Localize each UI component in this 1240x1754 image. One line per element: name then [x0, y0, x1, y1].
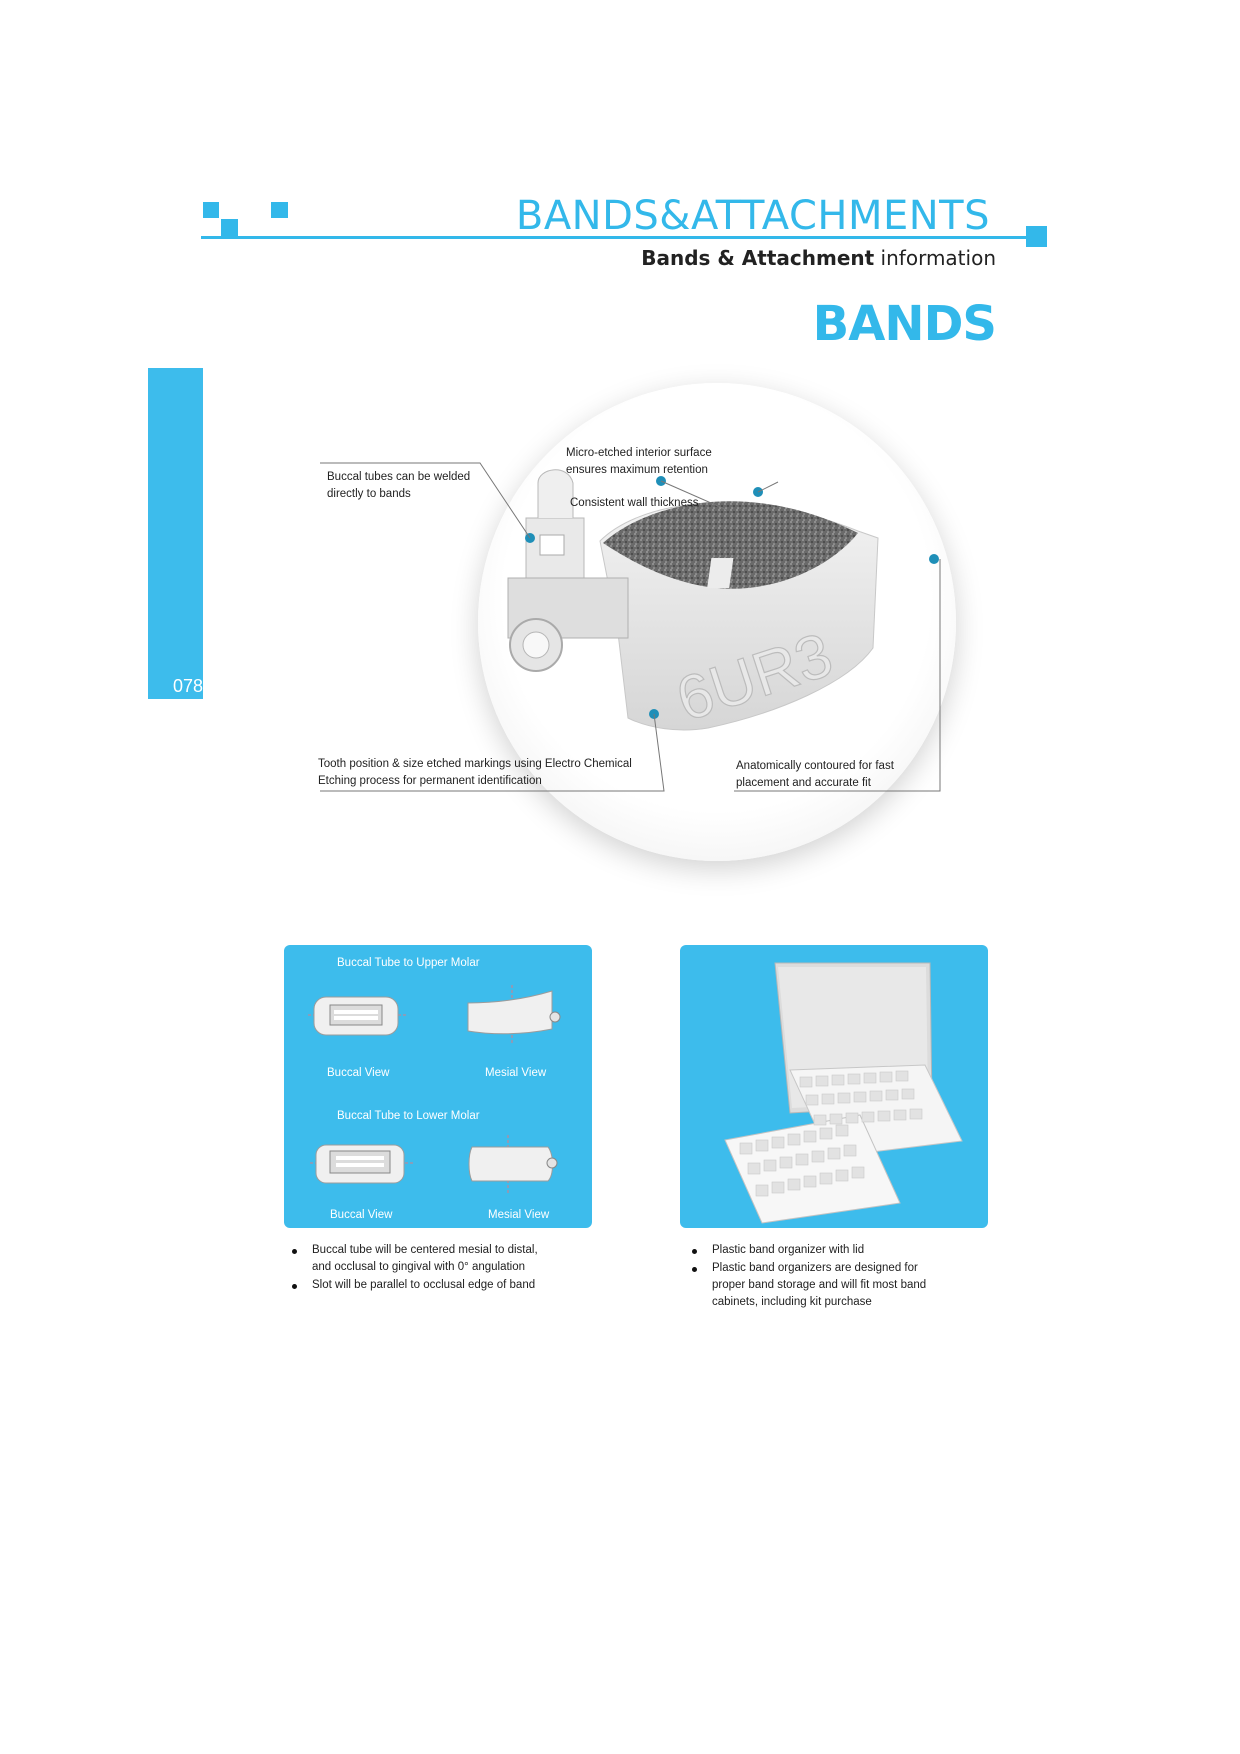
- lower-buccal-view-label: Buccal View: [330, 1209, 393, 1221]
- callout-micro-etched: [566, 445, 712, 479]
- callout-tooth-position-line2: Etching process for permanent identification: [318, 775, 542, 787]
- organizer-bullet-2-line3: cabinets, including kit purchase: [712, 1296, 872, 1308]
- bullet-1-line1: Buccal tube will be centered mesial to distal,: [312, 1244, 538, 1256]
- callout-tooth-position-line1: Tooth position & size etched markings using Electro Chemical: [318, 758, 632, 770]
- buccal-tube-bullets: [286, 1242, 606, 1295]
- lower-molar-title: Buccal Tube to Lower Molar: [337, 1110, 480, 1122]
- organizer-bullet-1: Plastic band organizer with lid: [686, 1242, 1006, 1259]
- section-title: BANDS: [812, 296, 996, 352]
- upper-mesial-view-label: Mesial View: [485, 1067, 547, 1079]
- subtitle-bold: Bands & Attachment: [641, 246, 875, 270]
- buccal-tube-card: [284, 945, 592, 1228]
- callout-micro-etched-line2: ensures maximum retention: [566, 464, 708, 476]
- organizer-bullet-2: [686, 1260, 1006, 1311]
- band-etched-marking: 6UR3: [668, 620, 841, 735]
- upper-mesial-view-image: [462, 985, 562, 1045]
- callout-anatomically: [736, 758, 894, 792]
- subtitle-rest: information: [874, 246, 996, 270]
- lower-buccal-view-image: [310, 1135, 414, 1195]
- page-number: 078: [172, 676, 203, 696]
- lower-mesial-view-image: [464, 1135, 564, 1195]
- organizer-card: [680, 945, 988, 1228]
- callout-buccal-tubes: [327, 469, 470, 503]
- organizer-bullet-2-line1: Plastic band organizers are designed for: [712, 1262, 918, 1274]
- buccal-tube-bullet-1: [286, 1242, 606, 1276]
- callout-micro-etched-line1: Micro-etched interior surface: [566, 447, 712, 459]
- band-organizer-image: [680, 945, 988, 1228]
- upper-buccal-view-image: [308, 985, 408, 1045]
- callout-buccal-tubes-line2: directly to bands: [327, 488, 411, 500]
- lower-mesial-view-label: Mesial View: [488, 1209, 550, 1221]
- page-title: BANDS&ATTACHMENTS: [515, 193, 990, 239]
- callout-buccal-tubes-line1: Buccal tubes can be welded: [327, 471, 471, 483]
- bullet-1-line2: and occlusal to gingival with 0° angulation: [312, 1261, 526, 1273]
- callout-anatomically-line2: placement and accurate fit: [736, 777, 871, 789]
- organizer-bullet-2-line2: proper band storage and will fit most band: [712, 1279, 927, 1291]
- upper-molar-title: Buccal Tube to Upper Molar: [337, 957, 480, 969]
- buccal-tube-bullet-2: Slot will be parallel to occlusal edge of band: [286, 1277, 606, 1294]
- callout-wall-thickness: Consistent wall thickness: [570, 497, 699, 509]
- callout-anatomically-line1: Anatomically contoured for fast: [736, 760, 894, 772]
- callout-tooth-position: [318, 756, 632, 790]
- organizer-bullets: [686, 1242, 1006, 1312]
- upper-buccal-view-label: Buccal View: [327, 1067, 390, 1079]
